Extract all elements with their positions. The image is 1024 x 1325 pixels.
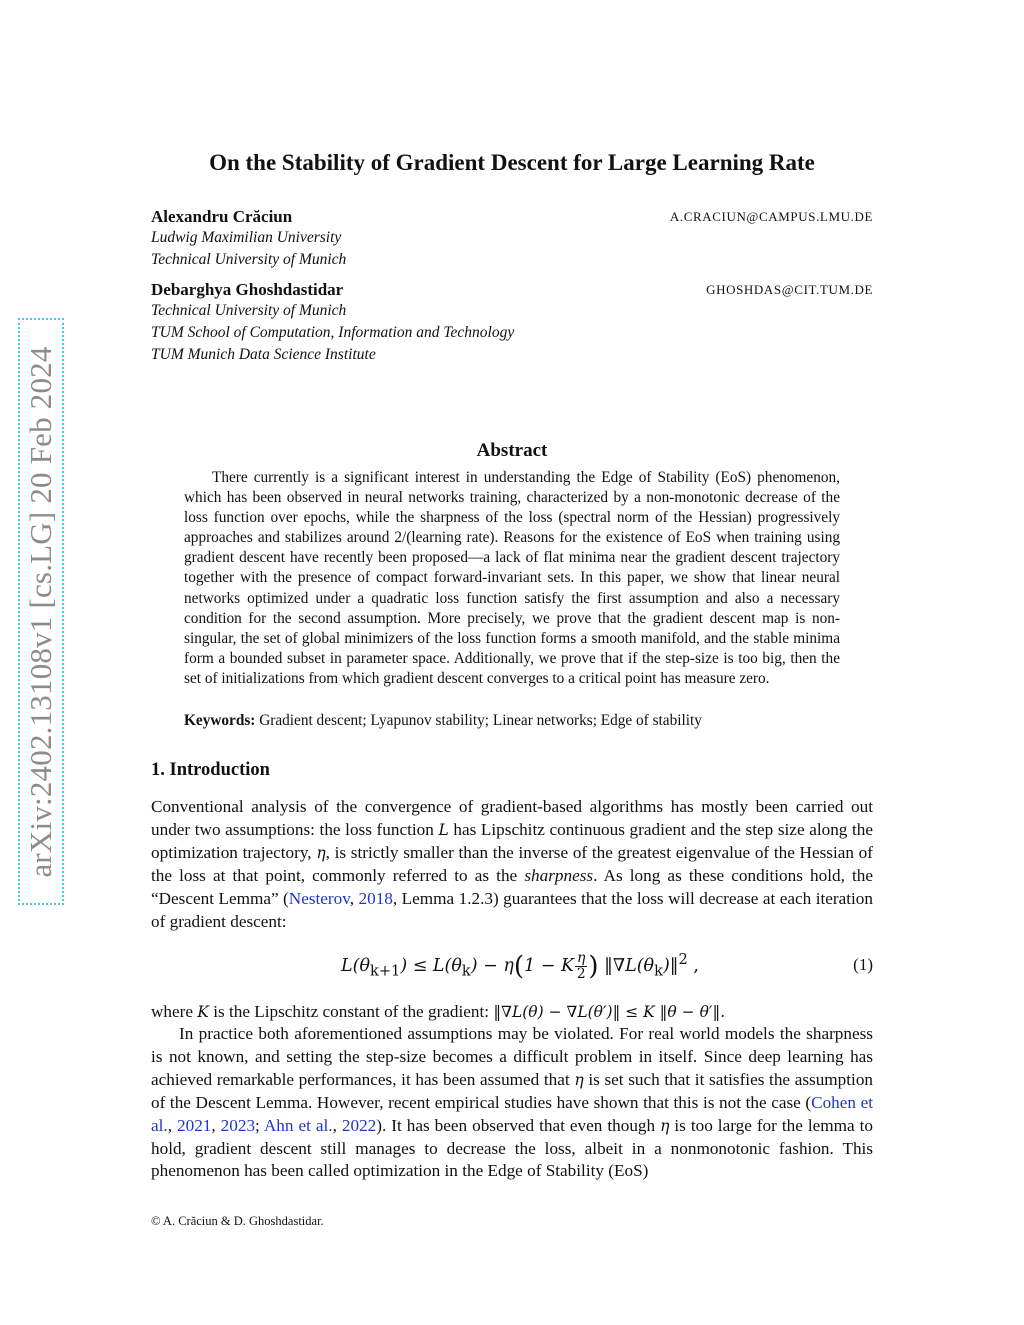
text: , [332, 1115, 342, 1135]
text: , Lemma 1.2.3) guarantees that the loss will decrease at each iteration of gradient descent: [151, 888, 873, 931]
footer-copyright: © A. Crăciun & D. Ghoshdastidar. [151, 1214, 324, 1228]
text: In practice both aforementioned assumptions may be violated. For real world models the sharpness is not known, and setting the step-size becomes a difficult problem in itself. Since deep learning has achieved remarkable performances, it has been assumed that [151, 1024, 873, 1089]
text: . As long as these conditions hold, the “Descent Lemma” ( [151, 865, 874, 908]
eq-part: 2 [576, 966, 586, 982]
paper-title: On the Stability of Gradient Descent for Large Learning Rate [209, 150, 815, 175]
author-affiliation: Technical University of Munich [151, 251, 347, 268]
citation-link[interactable]: 2022 [341, 1115, 377, 1135]
author-name: Debarghya Ghoshdastidar [151, 280, 344, 299]
eq-part: ) [588, 951, 599, 982]
abstract-heading: Abstract [476, 440, 548, 461]
section-heading: 1. Introduction [151, 760, 270, 780]
citation-link[interactable]: 2023 [220, 1115, 256, 1135]
math-var: η [660, 1116, 670, 1135]
citation-link[interactable]: 2018 [358, 888, 393, 908]
author-block-1 [151, 207, 873, 271]
author-email[interactable]: A.CRACIUN@CAMPUS.LMU.DE [669, 209, 873, 224]
arxiv-stamp-text: arXiv:2402.13108v1 [cs.LG] 20 Feb 2024 [23, 345, 58, 878]
math-var: K [197, 1003, 209, 1021]
text: Conventional analysis of the convergence of gradient-based algorithms has mostly been carried out under two assumptions: the loss function [151, 797, 873, 839]
eq-part: 2 [678, 951, 688, 969]
intro-paragraph-2 [151, 1001, 873, 1024]
eq-part: )‖ [662, 956, 679, 976]
author-affiliation: Ludwig Maximilian University [151, 229, 342, 246]
abstract-text: There currently is a significant interest in understanding the Edge of Stability (EoS) phenomenon, which has been observed in neural networks training, characterized by a non-monotonic decrease of the loss function over epochs, while the sharpness of the loss (spectral norm of the Hessian) progressively approaches and stabilizes around 2/(learning rate). Reasons for the existence of EoS when training using gradient descent have recently been proposed—a lack of flat minima near the gradient descent trajectory together with the presence of compact forward-invariant sets. In this paper, we show that linear neural networks optimized under a quadratic loss function satisfy the first assumption and also a necessary condition for the second assumption. More precisely, we prove that the gradient descent map is non-singular, the set of global minimizers of the loss function forms a smooth manifold, and the stable minima form a bounded subset in parameter space. Additionally, we prove that if the step-size is too big, then the set of initializations from which gradient descent converges to a critical point has measure zero. [184, 469, 840, 687]
eq-part: , [687, 956, 699, 976]
math-var: η [574, 1070, 584, 1089]
eq-part: η [577, 950, 586, 966]
text: where [151, 1002, 198, 1021]
math-var: L [438, 820, 449, 839]
eq-fraction [575, 951, 587, 982]
eq-part: ) − η [470, 956, 514, 976]
author-name: Alexandru Crăciun [151, 207, 293, 226]
citation-link[interactable]: Nesterov [288, 888, 350, 908]
eq-part: ) ≤ L(θ [400, 956, 462, 976]
emphasis: sharpness [524, 865, 594, 885]
text: is the Lipschitz constant of the gradient: [208, 1002, 494, 1021]
equation-number: (1) [853, 955, 873, 974]
math-inline: ‖∇L(θ) − ∇L(θ′)‖ ≤ K ‖θ − θ′‖. [493, 1003, 726, 1021]
text: , [167, 1115, 177, 1135]
intro-paragraph-1 [151, 796, 873, 933]
equation-body [341, 951, 699, 982]
author-affiliation: TUM Munich Data Science Institute [151, 346, 376, 363]
keywords-label: Keywords: [184, 712, 256, 729]
eq-part: k [461, 962, 471, 980]
text: is too large for the lemma to hold, gradient descent still manages to decrease the loss, albeit in a nonmonotonic fashion. This phenomenon has been called optimization in the Edge of Stability (EoS) [151, 1115, 873, 1181]
eq-part: 1 − K [524, 956, 575, 976]
text: , [211, 1115, 221, 1135]
author-affiliation: TUM School of Computation, Information and Technology [151, 324, 515, 341]
author-email[interactable]: GHOSHDAS@CIT.TUM.DE [706, 282, 873, 297]
citation-link[interactable]: Ahn et al. [263, 1115, 333, 1135]
text: ; [255, 1115, 264, 1135]
intro-paragraph-3 [151, 1023, 873, 1183]
citation-link[interactable]: 2021 [177, 1115, 212, 1135]
eq-part: ‖∇L(θ [598, 956, 655, 976]
eq-part: L(θ [341, 956, 370, 976]
eq-part: k+1 [369, 962, 401, 980]
eq-part: ( [513, 951, 525, 982]
author-affiliation: Technical University of Munich [151, 302, 347, 319]
text: , [349, 888, 359, 908]
text: has Lipschitz continuous gradient and the step size along the optimization trajectory, [151, 819, 873, 862]
text: ). It has been observed that even though [376, 1115, 661, 1135]
arxiv-stamp[interactable] [18, 318, 64, 905]
eq-part: k [654, 962, 663, 980]
text: is set such that it satisfies the assumption of the Descent Lemma. However, recent empirical studies have shown that this is not the case ( [151, 1069, 874, 1112]
author-block-2 [151, 280, 873, 366]
citation-link[interactable]: Cohen et al. [151, 1092, 873, 1135]
text: , is strictly smaller than the inverse of the greatest eigenvalue of the Hessian of the loss at that point, commonly referred to as the [151, 842, 873, 885]
keywords [184, 711, 840, 731]
keywords-list: Gradient descent; Lyapunov stability; Linear networks; Edge of stability [259, 712, 702, 729]
equation-1 [151, 945, 873, 987]
math-var: η [316, 843, 326, 862]
